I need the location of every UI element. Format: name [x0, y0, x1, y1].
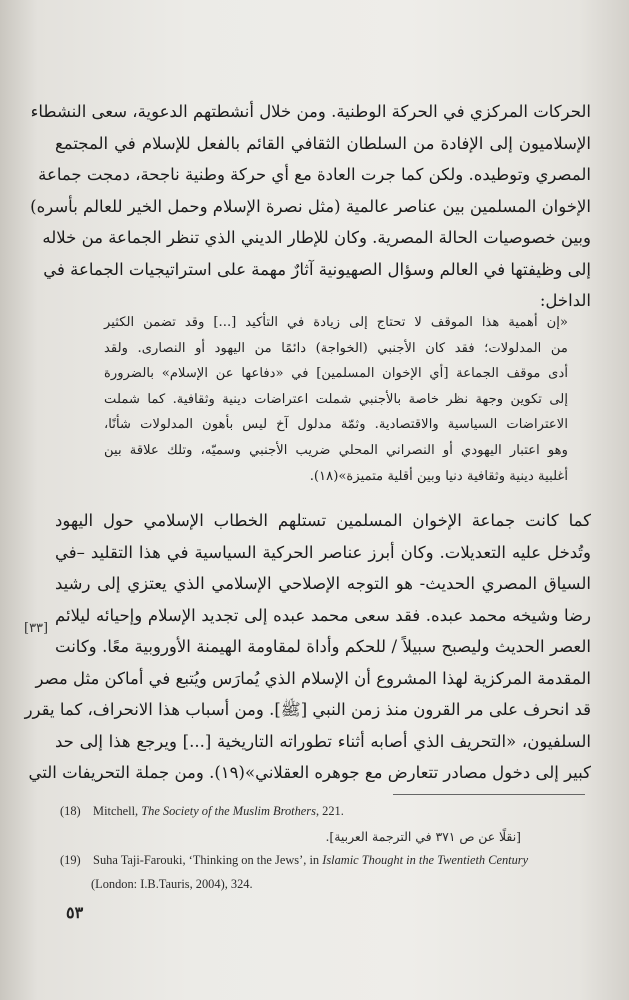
page-number: ٥٣ — [66, 903, 84, 922]
block-quote — [104, 310, 568, 489]
text-line: رضا وشيخه محمد عبده. فقد سعى محمد عبده إلى تجديد الإسلام وإحيائه ليلائم — [55, 605, 591, 625]
text-line: إلى وظيفتها في العالم وسؤال الصهيونية آثارٌ مهمة على استراتيجيات الجماعة في — [43, 259, 591, 279]
footnote-title: Islamic Thought in the Twentieth Century — [322, 853, 529, 867]
text-line: المصري وتوطيده. ولكن كما جرت العادة مع أي حركة وطنية ناجحة، دمجت جماعة — [38, 165, 591, 184]
text-line: وتُدخل عليه التعديلات. وكان أبرز عناصر الحركية السياسية في هذا التقليد –في — [55, 542, 591, 562]
footnote-pages: , 221. — [315, 804, 344, 818]
footnote-author: Mitchell, — [93, 804, 142, 818]
text-line: الإسلاميون إلى الإفادة من السلطان الثقافي القائم بالفعل للإسلام في المجتمع — [55, 133, 591, 153]
text-line: الداخل: — [539, 291, 591, 310]
footnote-18-arabic: [نقلًا عن ص ٣٧١ في الترجمة العربية]. — [325, 829, 521, 844]
text-line: قد انحرف على مر القرون منذ زمن النبي [ﷺ]. ومن أسباب هذا الانحراف، كما يقرر — [24, 700, 591, 719]
quote-line: أغلبية دينية وثقافية دنيا وبين أقلية متميزة»(١٨). — [309, 468, 568, 484]
footnote-number: (19) — [60, 853, 81, 867]
text-line: الحركات المركزي في الحركة الوطنية. ومن خلال أنشطتهم الدعوية، سعى النشطاء — [30, 102, 591, 121]
footnote-19-line-2: (London: I.B.Tauris, 2004), 324. — [91, 877, 253, 891]
quote-line: من المدلولات؛ فقد كان الأجنبي (الخواجة) دائمًا من اليهود أو النصارى. ولقد — [104, 340, 568, 356]
text-line: كما كانت جماعة الإخوان المسلمين تستلهم الخطاب الإسلامي حول اليهود — [55, 511, 591, 530]
text-line: كبير إلى دخول مصادر تتعارض مع جوهره العقلاني»(١٩). ومن جملة التحريفات التي — [28, 763, 591, 782]
text-line: وبين خصوصيات الحالة المصرية. وكان للإطار الديني الذي تنظر الجماعة من خلاله — [42, 228, 591, 247]
text-line: المقدمة المركزية لهذا المشروع أن الإسلام الذي يُمارَس ويُتبع في أماكن مثل مصر — [35, 668, 591, 688]
original-page-marker: [٣٣] — [24, 621, 49, 636]
footnote-19 — [60, 853, 528, 868]
quote-line: «إن أهمية هذا الموقف لا تحتاج إلى زيادة في التأكيد [...] وقد تضمن الكثير — [104, 315, 568, 330]
quote-line: أدى موقف الجماعة [أي الإخوان المسلمين] في «دفاعها عن الإسلام» بالضرورة — [104, 366, 568, 382]
quote-line: الاعتراضات السياسية والاقتصادية. وثمّة مدلول آخ ليس بأهون المدلولات شأنًا، — [104, 417, 568, 433]
footnote-title: The Society of the Muslim Brothers — [141, 804, 316, 818]
text-line: السياق المصري الحديث- هو التوجه الإصلاحي الإسلامي الذي يعتزي إلى رشيد — [55, 574, 591, 593]
footnote-18 — [60, 804, 344, 819]
paragraph-1 — [30, 96, 591, 317]
quote-line: وهو اعتبار اليهودي أو النصراني المحلي ضريب الأجنبي وسميّه، وتلك علاقة بين — [104, 442, 568, 458]
text-line: الإخوان المسلمين بين عناصر عالمية (مثل نصرة الإسلام وحمل الخير للعالم بأسره) — [30, 196, 591, 216]
footnote-number: (18) — [60, 804, 81, 818]
text-line: السلفيون، «التحريف الذي أصابه أثناء تطوراته التاريخية [...] ويرجع هذا إلى حد — [55, 731, 591, 751]
quote-line: إلى تكوين وجهة نظر خاصة بالأجنبي شملت اعتراضات دينية وثقافية. كما شملت — [104, 391, 568, 407]
footnote-separator — [393, 794, 585, 795]
text-line: العصر الحديث وليصبح سبيلاً / للحكم وأداة لمقاومة الهيمنة الأوروبية معًا. وكانت — [55, 637, 591, 656]
footnote-author: Suha Taji-Farouki, ‘Thinking on the Jews’, in — [93, 853, 323, 867]
